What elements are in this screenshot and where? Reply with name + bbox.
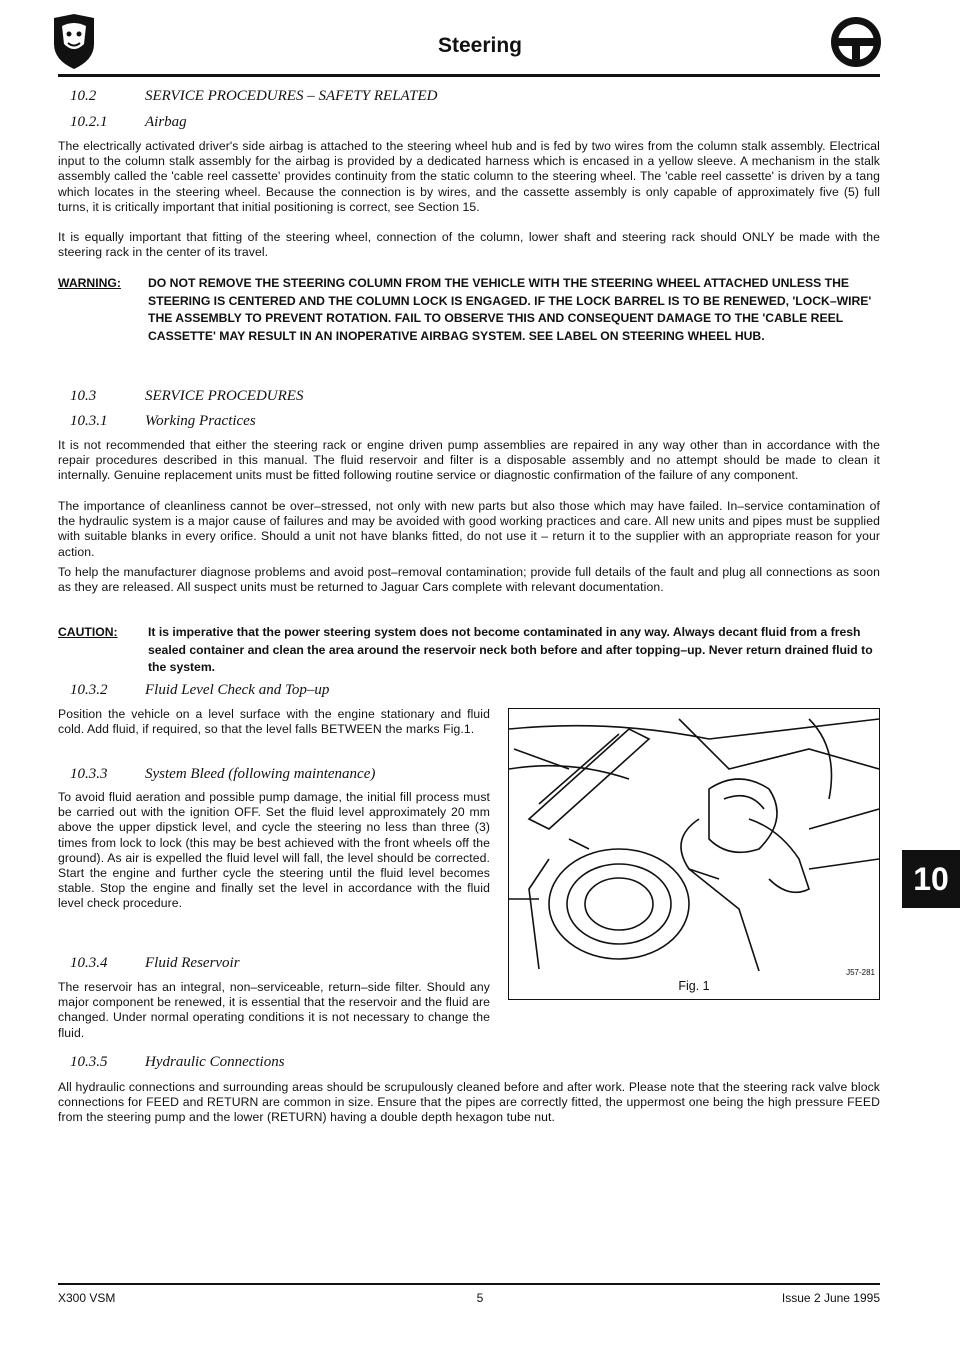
page-number: 5 (476, 1291, 484, 1305)
section-heading-10-2: 10.2 SERVICE PROCEDURES – SAFETY RELATED (70, 88, 438, 104)
warning-label: WARNING: (58, 276, 121, 290)
caution-label: CAUTION: (58, 625, 118, 639)
paragraph-airbag-1: The electrically activated driver's side airbag is attached to the steering wheel hub and is fed by two wires from the column stalk assembly. Electrical input to the column stalk assembly for the airbag is provided by a dedicated harness which is encased in a yellow sleeve. A mechanism in the stalk assembly called the 'cable reel cassette' provides continuity from the static column to the steering wheel. The 'cable reel cassette' is driven by a tang which locates in the steering wheel. Because the connection is by wires, and the cassette assembly is only capable of approximately five (5) full turns, it is critically important that initial positioning is correct, see Section 15. (58, 139, 880, 214)
header-rule (58, 74, 880, 77)
section-heading-10-3-2: 10.3.2 Fluid Level Check and Top–up (70, 682, 330, 698)
paragraph-working-practices-1: It is not recommended that either the steering rack or engine driven pump assemblies are repaired in any way other than in accordance with the repair procedures described in this manual. The fluid reservoir and filter is a disposable assembly and no attempt should be made to clean it internally. Genuine replacement units must be fitted following routine service or diagnostic confirmation of the failure of any component. (58, 438, 880, 483)
section-tab: 10 (902, 850, 960, 908)
section-heading-10-3: 10.3 SERVICE PROCEDURES (70, 388, 304, 404)
footer-issue: Issue 2 June 1995 (781, 1291, 880, 1305)
steering-wheel-icon (830, 16, 882, 68)
paragraph-working-practices-2: The importance of cleanliness cannot be over–stressed, not only with new parts but also those which may have failed. In–service contamination of the hydraulic system is a major cause of failures and may be avoided with good working practices and care. All new units and pipes must be supplied with suitable blanks in every orifice. Should a unit not have blanks fitted, do not use it – return it to the supplier with an appropriate reason for your action. (58, 499, 880, 559)
figure-code: J57-281 (846, 968, 875, 977)
caution-block (58, 624, 880, 674)
footer-doc-id: X300 VSM (58, 1291, 116, 1305)
footer-rule (58, 1283, 880, 1285)
paragraph-hydraulic-connections: All hydraulic connections and surrounding areas should be scrupulously cleaned before and after work. Please note that the steering rack valve block connections for FEED and RETURN are common in size. Ensure that the pipes are correctly fitted, the uppermost one being the high pressure FEED from the steering pump and the lower (RETURN) having a double depth hexagon tube nut. (58, 1080, 880, 1125)
section-heading-10-2-1: 10.2.1 Airbag (70, 114, 187, 130)
page-title: Steering (437, 34, 523, 57)
caution-text: It is imperative that the power steering system does not become contaminated in any way. Always decant fluid from a fresh sealed container and clean the area around the reservoir neck both before and after topping–up. Never return drained fluid to the system. (148, 625, 873, 675)
figure-fluid-reservoir (508, 708, 880, 1000)
section-heading-10-3-5: 10.3.5 Hydraulic Connections (70, 1054, 285, 1070)
paragraph-fluid-reservoir: The reservoir has an integral, non–serviceable, return–side filter. Should any major component be renewed, it is essential that the reservoir and the fluid are changed. Under normal operating conditions it is not necessary to change the fluid. (58, 980, 490, 1040)
paragraph-airbag-2: It is equally important that fitting of the steering wheel, connection of the column, lower shaft and steering rack should ONLY be made with the steering rack in the center of its travel. (58, 230, 880, 260)
reservoir-illustration (509, 709, 879, 971)
warning-text: DO NOT REMOVE THE STEERING COLUMN FROM THE VEHICLE WITH THE STEERING WHEEL ATTACHED UNLESS THE STEERING IS CENTERED AND THE COLUMN LOCK IS ENGAGED. IF THE LOCK BARREL IS TO BE RENEWED, 'LOCK–WIRE' THE ASSEMBLY TO PREVENT ROTATION. FAIL TO OBSERVE THIS AND CONSEQUENT DAMAGE TO THE 'CABLE REEL CASSETTE' MAY RESULT IN AN INOPERATIVE AIRBAG SYSTEM. SEE LABEL ON STEERING WHEEL HUB. (148, 276, 872, 343)
section-heading-10-3-4: 10.3.4 Fluid Reservoir (70, 955, 240, 971)
section-heading-10-3-3: 10.3.3 System Bleed (following maintenance) (70, 766, 376, 782)
paragraph-system-bleed: To avoid fluid aeration and possible pump damage, the initial fill process must be carried out with the ignition OFF. Set the fluid level approximately 20 mm above the upper dipstick level, and cycle the steering no less than three (3) times from lock to lock (this may be best achieved with the front wheels off the ground). As air is expelled the fluid level will fall, the level should be corrected. Start the engine and further cycle the steering until the fluid level becomes stable. Stop the engine and finally set the level in accordance with the fluid level check procedure. (58, 790, 490, 911)
paragraph-working-practices-3: To help the manufacturer diagnose problems and avoid post–removal contamination; provide full details of the fault and plug all connections as soon as they are released. All suspect units must be returned to Jaguar Cars complete with relevant documentation. (58, 565, 880, 595)
section-heading-10-3-1: 10.3.1 Working Practices (70, 413, 256, 429)
figure-caption: Fig. 1 (678, 979, 710, 993)
paragraph-fluid-level: Position the vehicle on a level surface with the engine stationary and fluid cold. Add fluid, if required, so that the level falls BETWEEN the marks Fig.1. (58, 707, 490, 737)
warning-block (58, 275, 880, 365)
